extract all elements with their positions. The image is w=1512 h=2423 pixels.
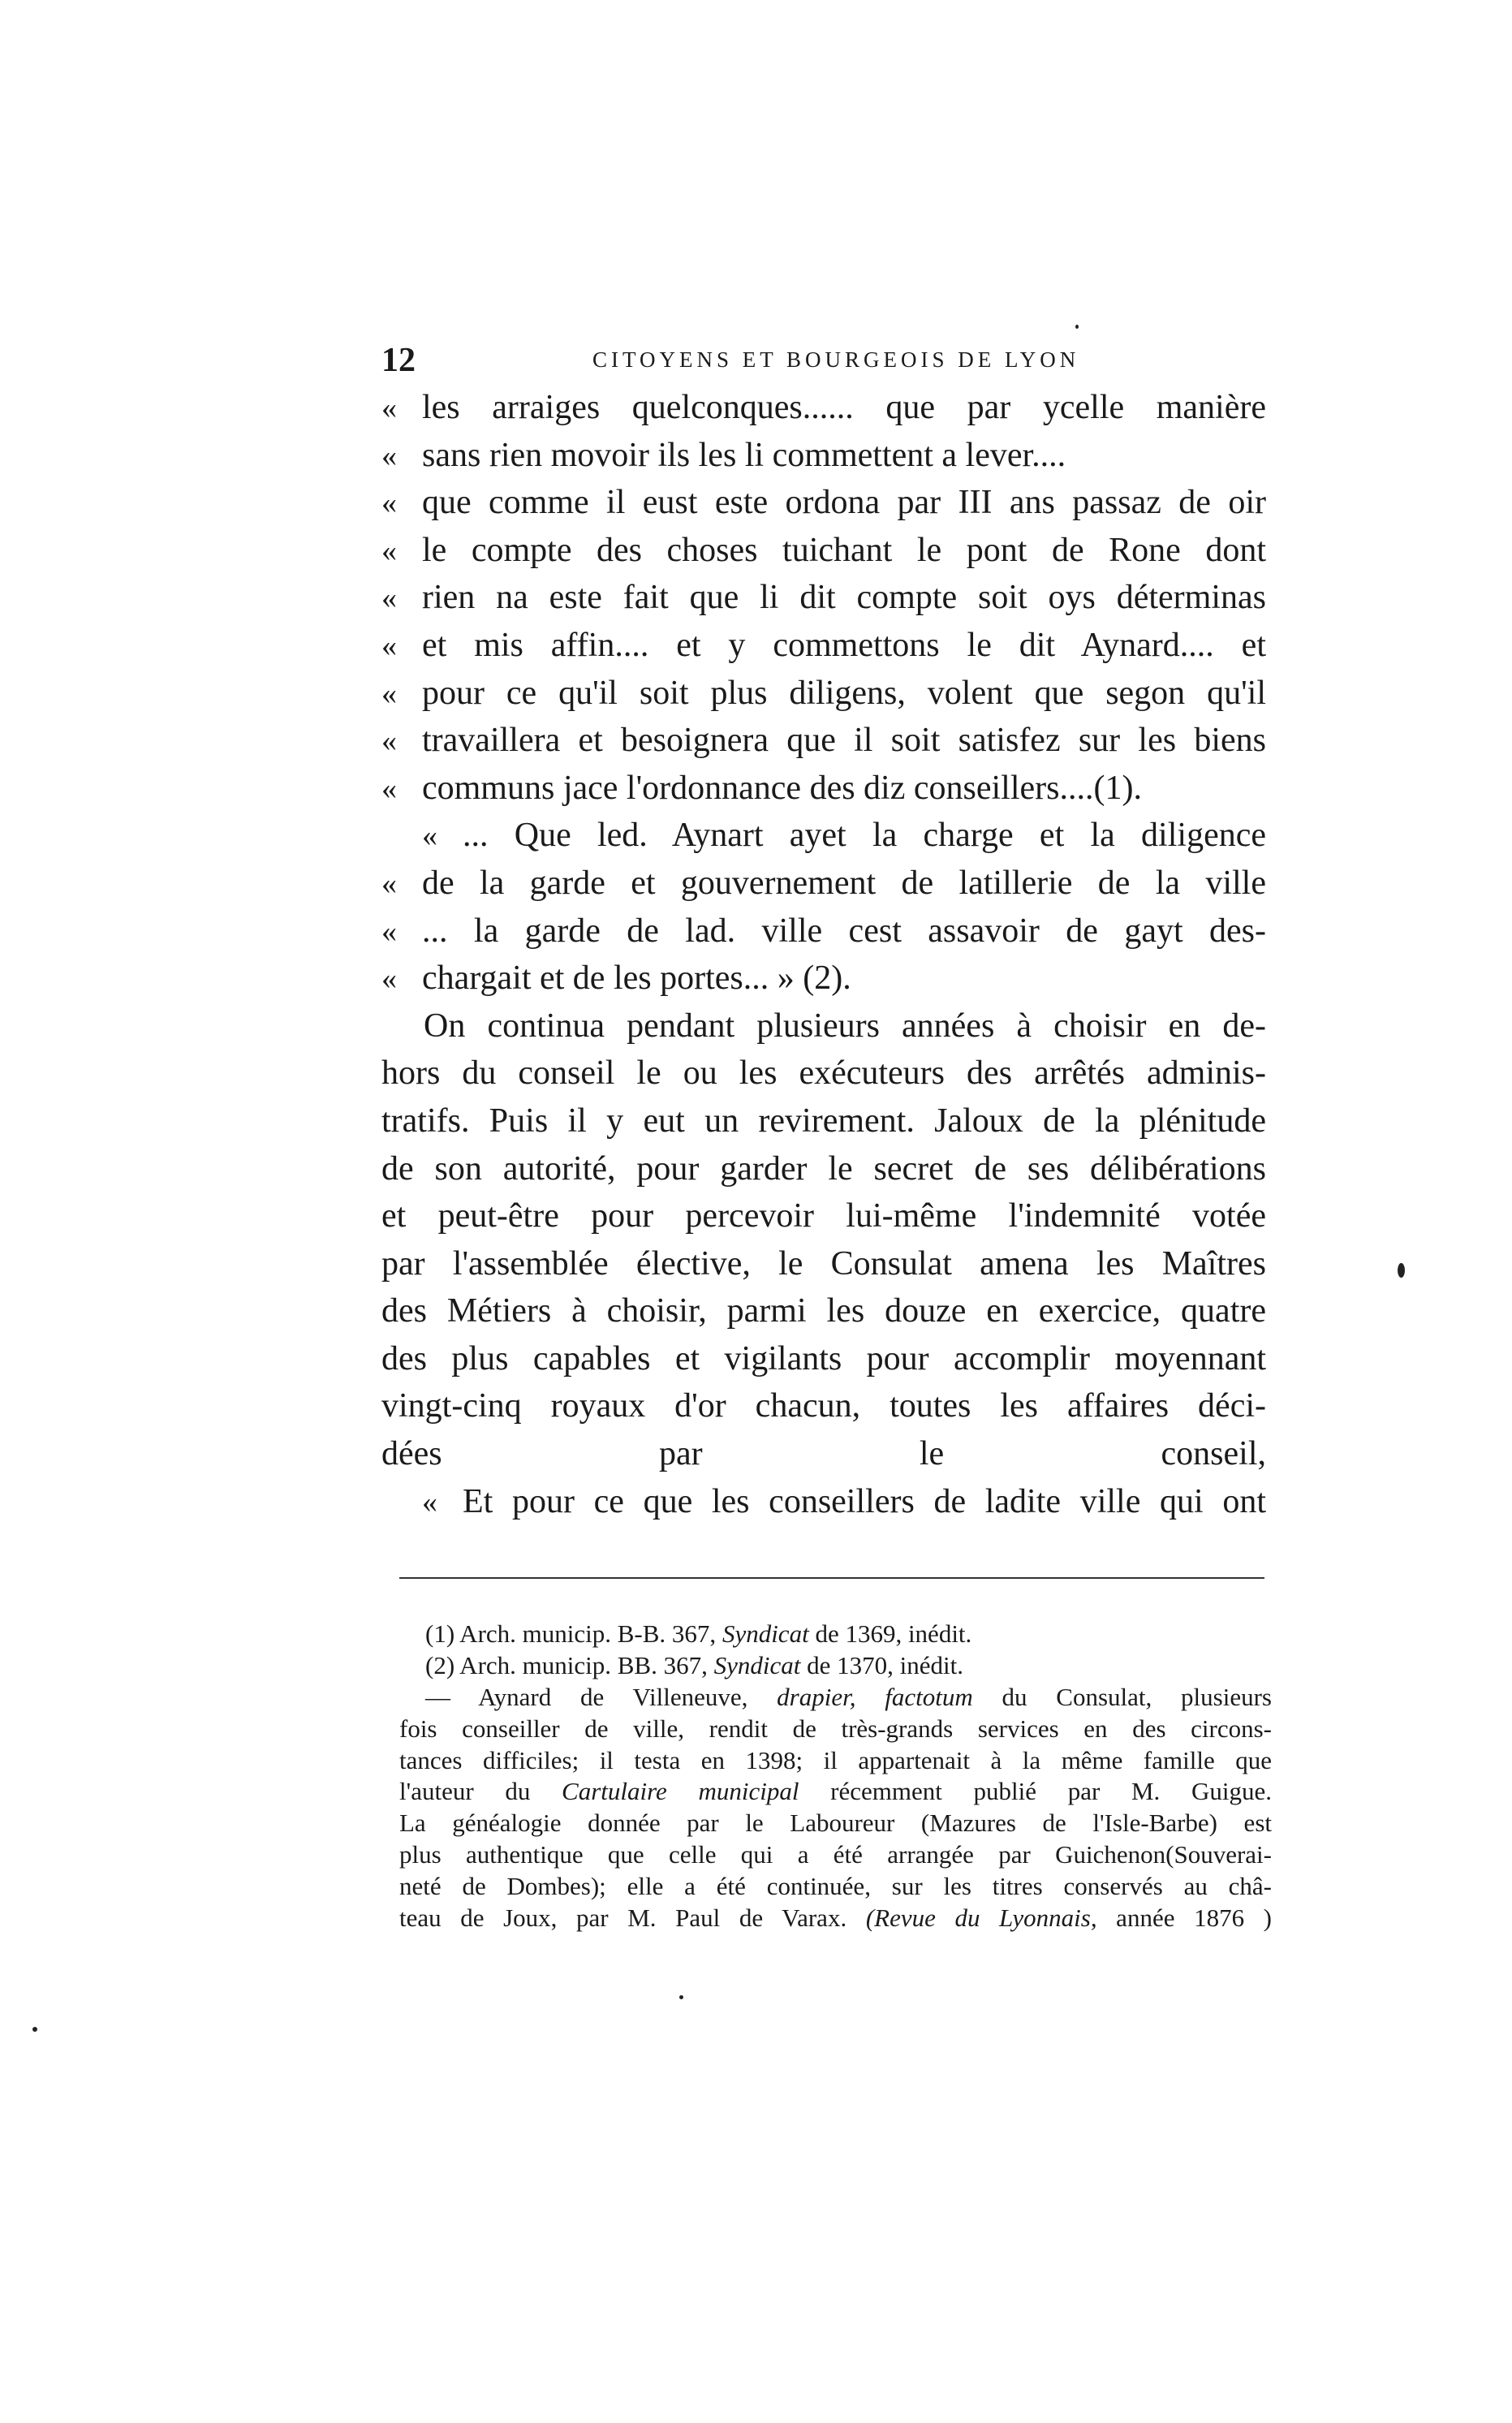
footnote-italic: Cartulaire municipal bbox=[562, 1777, 799, 1806]
line-text: On continua pendant plusieurs années à choisir en de- bbox=[424, 1007, 1266, 1045]
quote-mark: « bbox=[381, 676, 397, 711]
footnote-text bbox=[425, 1619, 1272, 1649]
text-line bbox=[381, 1482, 1266, 1530]
footnote-3-line bbox=[399, 1714, 1272, 1746]
text-line bbox=[381, 1007, 1266, 1054]
text-line bbox=[381, 769, 1266, 817]
line-text: chargait et de les portes... » (2). bbox=[422, 959, 851, 998]
ink-speck bbox=[1075, 325, 1079, 329]
footnote-segment: récemment publié par M. Guigue. bbox=[799, 1777, 1272, 1806]
line-text: hors du conseil le ou les exécuteurs des arrêtés adminis- bbox=[381, 1054, 1266, 1093]
footnote-italic: Syndicat bbox=[722, 1619, 809, 1648]
quote-mark: « bbox=[381, 914, 397, 949]
footnote-suffix: de 1369, inédit. bbox=[808, 1619, 972, 1648]
quote-mark: « bbox=[381, 581, 397, 616]
footnote-suffix: de 1370, inédit. bbox=[800, 1650, 963, 1679]
footnote-2 bbox=[399, 1651, 1272, 1683]
quote-mark: « bbox=[381, 771, 397, 806]
footnote-ref: (2) Arch. municip. BB. 367, bbox=[425, 1650, 714, 1679]
quote-mark: « bbox=[422, 1485, 437, 1520]
line-text: le compte des choses tuichant le pont de Rone dont bbox=[422, 531, 1266, 569]
footnote-text: La généalogie donnée par le Laboureur (Mazures de l'Isle-Barbe) est bbox=[399, 1809, 1272, 1838]
text-line bbox=[381, 483, 1266, 531]
line-text: ... Que led. Aynart ayet la charge et la diligence bbox=[463, 817, 1266, 855]
footnote-3-line bbox=[399, 1872, 1272, 1903]
line-text: travaillera et besoignera que il soit satisfez sur les biens bbox=[422, 722, 1266, 760]
main-text bbox=[381, 388, 1266, 1529]
quote-mark: « bbox=[381, 486, 397, 521]
footnote-text: neté de Dombes); elle a été continuée, sur les titres conservés au châ- bbox=[399, 1872, 1272, 1901]
text-line bbox=[381, 1054, 1266, 1102]
line-text: des Métiers à choisir, parmi les douze en exercice, quatre bbox=[381, 1292, 1266, 1330]
line-text: Et pour ce que les conseillers de ladite ville qui ont bbox=[463, 1482, 1266, 1520]
footnotes bbox=[399, 1619, 1272, 1935]
footnote-text bbox=[425, 1651, 1272, 1680]
footnote-italic: drapier, factotum bbox=[777, 1682, 973, 1711]
text-line bbox=[381, 721, 1266, 769]
quote-mark: « bbox=[381, 866, 397, 901]
footnote-3-line bbox=[399, 1746, 1272, 1778]
line-text: tratifs. Puis il y eut un revirement. Jaloux de la plénitude bbox=[381, 1102, 1266, 1140]
line-text: dées par le conseil, bbox=[381, 1435, 1266, 1473]
footnote-text bbox=[399, 1903, 1272, 1933]
quote-mark: « bbox=[381, 962, 397, 997]
line-text: de la garde et gouvernement de latillerie de la ville bbox=[422, 864, 1266, 902]
text-line bbox=[381, 626, 1266, 674]
footnote-3-line bbox=[399, 1777, 1272, 1809]
footnote-segment: du Consulat, plusieurs bbox=[972, 1682, 1272, 1711]
text-line bbox=[381, 1339, 1266, 1387]
text-line bbox=[381, 912, 1266, 959]
footnote-1 bbox=[399, 1619, 1272, 1651]
text-line bbox=[381, 1244, 1266, 1292]
line-text: de son autorité, pour garder le secret de ses délibérations bbox=[381, 1149, 1266, 1188]
line-text: et peut-être pour percevoir lui-même l'indemnité votée bbox=[381, 1197, 1266, 1235]
running-title: CITOYENS ET BOURGEOIS DE LYON bbox=[592, 347, 1080, 372]
footnote-text: fois conseiller de ville, rendit de très-grands services en des circons- bbox=[399, 1714, 1272, 1743]
text-line bbox=[381, 816, 1266, 864]
line-text: rien na este fait que li dit compte soit oys déterminas bbox=[422, 579, 1266, 617]
footnote-segment: — Aynard de Villeneuve, bbox=[425, 1682, 778, 1711]
footnote-ref: (1) Arch. municip. B-B. 367, bbox=[425, 1619, 722, 1648]
ink-speck bbox=[679, 1995, 683, 1999]
text-line bbox=[381, 436, 1266, 484]
footnote-text: tances difficiles; il testa en 1398; il appartenait à la même famille que bbox=[399, 1745, 1272, 1774]
text-line bbox=[381, 388, 1266, 436]
text-line bbox=[381, 578, 1266, 626]
quote-mark: « bbox=[422, 819, 437, 854]
line-text: vingt-cinq royaux d'or chacun, toutes les affaires déci- bbox=[381, 1387, 1266, 1425]
quote-mark: « bbox=[381, 724, 397, 759]
line-text: des plus capables et vigilants pour accomplir moyennant bbox=[381, 1339, 1266, 1377]
footnote-segment: l'auteur du bbox=[399, 1777, 562, 1806]
line-text: communs jace l'ordonnance des diz conseillers....(1). bbox=[422, 769, 1142, 807]
ink-speck bbox=[32, 2027, 37, 2032]
text-line bbox=[381, 1386, 1266, 1434]
footnote-text bbox=[399, 1777, 1272, 1806]
footnote-segment: année 1876 ) bbox=[1096, 1903, 1272, 1933]
footnote-italic: Syndicat bbox=[713, 1650, 801, 1679]
text-line bbox=[381, 1291, 1266, 1339]
text-line bbox=[381, 1149, 1266, 1197]
text-line bbox=[381, 959, 1266, 1007]
footnote-italic: (Revue du Lyonnais, bbox=[865, 1903, 1097, 1933]
text-line bbox=[381, 1196, 1266, 1244]
footnote-3-line bbox=[399, 1809, 1272, 1840]
line-text: les arraiges quelconques...... que par ycelle manière bbox=[422, 389, 1266, 426]
quote-mark: « bbox=[381, 391, 397, 425]
footnote-text: plus authentique que celle qui a été arrangée par Guichenon(Souverai- bbox=[399, 1840, 1272, 1869]
text-line bbox=[381, 1102, 1266, 1149]
footnote-3-line bbox=[399, 1840, 1272, 1872]
quote-mark: « bbox=[381, 533, 397, 568]
footnote-segment: teau de Joux, par M. Paul de Varax. bbox=[399, 1903, 866, 1933]
text-line bbox=[381, 864, 1266, 912]
footnote-3-line bbox=[399, 1903, 1272, 1935]
page-number: 12 bbox=[381, 342, 416, 379]
ink-speck bbox=[1398, 1263, 1405, 1278]
quote-mark: « bbox=[381, 628, 397, 663]
text-line bbox=[381, 1434, 1266, 1482]
line-text: et mis affin.... et y commettons le dit Aynard.... et bbox=[422, 626, 1266, 664]
line-text: ... la garde de lad. ville cest assavoir de gayt des- bbox=[422, 912, 1266, 950]
footnote-rule bbox=[399, 1577, 1264, 1579]
text-line bbox=[381, 674, 1266, 722]
line-text: sans rien movoir ils les li commettent a lever.... bbox=[422, 436, 1066, 474]
line-text: que comme il eust este ordona par III ans passaz de oir bbox=[422, 484, 1266, 522]
footnote-3-line bbox=[399, 1683, 1272, 1714]
line-text: pour ce qu'il soit plus diligens, volent que segon qu'il bbox=[422, 674, 1266, 712]
text-line bbox=[381, 531, 1266, 579]
line-text: par l'assemblée élective, le Consulat amena les Maîtres bbox=[381, 1244, 1266, 1283]
footnote-text bbox=[425, 1683, 1272, 1712]
quote-mark: « bbox=[381, 438, 397, 473]
